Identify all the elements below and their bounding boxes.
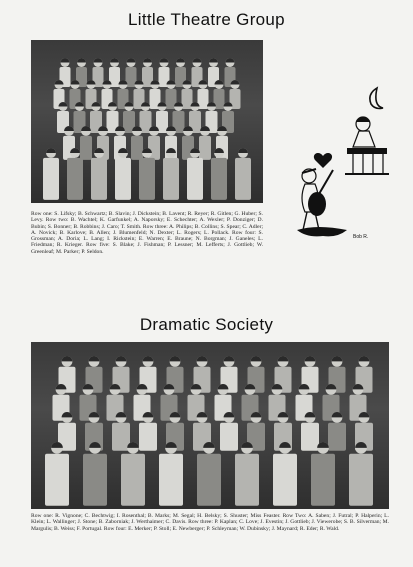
moon-icon (370, 88, 383, 109)
person-figure (121, 442, 145, 506)
person-figure (126, 58, 137, 87)
heart-icon (314, 153, 332, 168)
group-photo-little-theatre (31, 40, 263, 203)
person-figure (131, 126, 143, 160)
person-figure (80, 126, 92, 160)
person-figure (197, 442, 221, 506)
person-figure (45, 442, 69, 506)
person-figure (83, 442, 107, 506)
person-figure (199, 126, 211, 160)
group-photo-dramatic-society (31, 342, 389, 509)
caption-dramatic-society: Row one: R. Vignone; C. Bechtwig; I. Rosenthal; B. Marks; M. Segal; H. Belsky; S. Shuster; Miss Feaster. Row Two: A. Saben; J. Futral; P. Halperin; L. Klein; L. Wallinger; J. Stone; B. Zaborniak; J. Werthaimer; C. Davis. Row three: P. Kaplan; C. Love; J. Evestin; J. Gottlieb; J. Viewerobe; S. B. Silverman; M. Margulis; B. Weiss; F. Portugal. Row four: E. Merker; P. Stoll; E. Newberger; P. Schleyman; W. Dubinsky; J. Maynard; R. Eder; R. Wald. (31, 513, 389, 532)
person-figure (311, 442, 335, 506)
section-title-dramatic-society: Dramatic Society (139, 315, 274, 334)
artist-signature: Bob R. (353, 234, 369, 240)
person-figure (159, 442, 183, 506)
person-figure (140, 102, 152, 133)
cartoon-illustration (283, 78, 395, 246)
caption-little-theatre: Row one: S. Lifsky; B. Schwartz; B. Slavin; J. Dickstein; B. Lavent; R. Reyer; R. Gitlen; G. Huber; S. Levy. Row two: B. Wachtel; K. Garfunkel; A. Naporsky; E. Schechter; A. Wexler; P. Donziger; D. Bubin; S. Bonner; B. Robbins; J. Caro; T. Smith. Row three: A. Philips; B. Collins; S. Spear; C. Adler; A. Novick; B. Karlove; B. Allen; J. Blumenfeld; N. Dexter; L. Rogers; L. Pollack. Row four: S. Grossman; A. Doria; L. Lang; I. Rickstein; E. Warren; E. Braune; N. Borgman; J. Ganeles; L. Friedman; R. Krieger. Row five: S. Blake; J. Fishman; P. Lessner; M. Lefferts; J. Gottlieb; W. Greenleaf; M. Parker; P. Seldon. (31, 211, 263, 255)
section-title-little-theatre: Little Theatre Group (128, 10, 285, 29)
person-figure (349, 442, 373, 506)
person-figure (198, 80, 209, 109)
person-figure (273, 442, 297, 506)
person-figure (235, 442, 259, 506)
person-figure (43, 148, 59, 200)
person-figure (235, 148, 251, 200)
person-figure (182, 80, 193, 109)
